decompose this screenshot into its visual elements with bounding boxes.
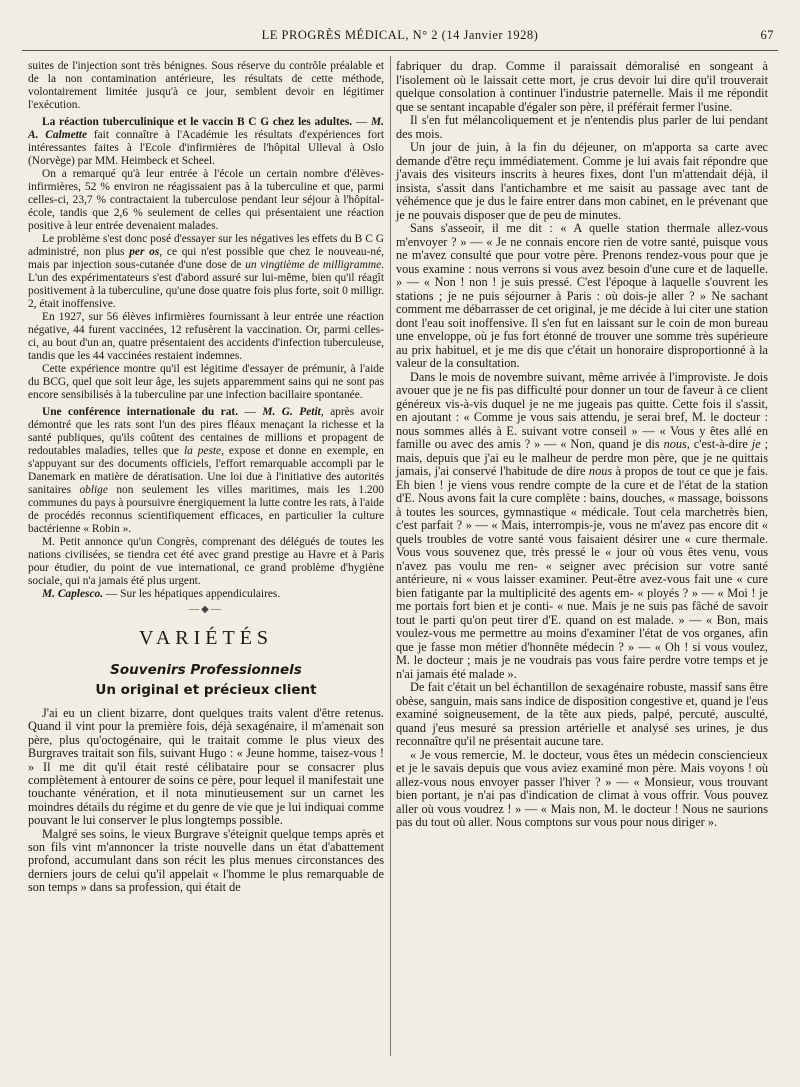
section-title: VARIÉTÉS [138,627,274,649]
text-run: , ce qui n'est possible que chez le nouveau-né, mais par injection sous-cutanée d'une dose de [28,246,384,271]
paragraph: En 1927, sur 56 élèves infirmières fournissant à leur entrée une réaction négative, 44 furent vaccinées, 12 refusèrent la vaccination. Or, parmi celles-ci, au bout d'un an, quatre présentaient des accidents d'infection tuberculeuse, tandis que les 44 vaccinées restaient indemnes. [28,311,384,362]
text-run: à propos de tout ce que je fais. Eh bien ! je viens vous rendre compte de la cure et de l'état de la station d'E. Nous avons fait la cure complète : bains, douches, « massage, boissons à toutes les sources, gymnastique « médicale. Tout cela marchetrès bien, c'est parfait ? » — « Mais, interrompis-je, vous ne m'avez pas encore dit « quels troubles de votre santé vous faisaient désirer une « cure thermale. Vous vous souvenez que, très pressé le « jour où vous êtes venu, vous n'avez pas voulu me ren- « seigner avec précision sur votre santé antérieure, ni « vous laisser examiner. Peut-être avez-vous fait une « cure bien fatigante par la multiplicité des agents em- « ployés ? » — « Moi ! je me portais fort bien et je conti- « nue. Mais je ne suis pas fâché de savoir tout le parti qu'on peut tirer d'E. quand on est malade. » — « Bon, mais voulez-vous me permettre au moins d'examiner l'état de vos organes, afin que je fasse mon métier d'honnête médecin ? » — « Oh ! si vous voulez, M. le docteur ; mais je ne voudrais pas vous faire perdre votre temps et je n'ai jamais été malade ». [396,464,768,681]
dash: — [352,116,372,128]
right-column [396,60,768,830]
text-run: non seulement les villes maritimes, mais les 1.200 communes du pays à poursuivre énergiquement la lutte contre les rats, à l'aide de procédés reconnus scientifiquement efficaces, en particulier la culture bactérienne « Robin ». [28,484,384,535]
running-header [24,28,776,46]
author-name: M. G. Petit [262,406,321,418]
story-paragraph: fabriquer du drap. Comme il paraissait démoralisé en songeant à l'isolement où le laissait cette mort, je crus devoir lui dire qu'il trouverait quelque consolation à continuer l'industrie paternelle. Mais il me répondit que se sentant incapable d'égaler son père, il préférait fermer l'usine. [396,59,768,114]
paragraph: suites de l'injection sont très bénignes. Sous réserve du contrôle préalable et de la non contamination antérieure, les résultats de cette méthode, volontairement limitée jusqu'à ce jour, semblent devoir en légitimer l'exécution. [28,60,384,111]
news-heading: La réaction tuberculinique et le vaccin B C G chez les adultes. [42,116,353,128]
paragraph-text: fait connaître à l'Académie les résultats d'expériences fort intéressantes faites à l'Ecole d'infirmières de l'hôpital Ulleval à Oslo (Norvège) par MM. Heimbeck et Scheel. [28,129,384,167]
paragraph-rat-conference [28,406,384,536]
paragraph [28,233,384,311]
emphasis: oblige [79,484,108,496]
emphasis: nous [588,464,613,478]
paragraph-bcg-adults [28,116,384,168]
paragraph: On a remarqué qu'à leur entrée à l'école un certain nombre d'élèves-infirmières, 52 % environ ne réagissaient pas à la tuberculine et que, parmi celles-ci, 23,7 % contractaient la tuberculose pendant leur séjour à l'hôpital-école, tandis que 2,6 % seulement de celles qui présentaient une réaction positive à leur entrée devenaient malades. [28,168,384,232]
emphasis: je [751,437,761,451]
page-number: 67 [760,28,774,42]
journal-title: LE PROGRÈS MÉDICAL, N° 2 (14 Janvier 1928) [261,28,539,42]
text-run: Dans le mois de novembre suivant, même arrivée à l'improviste. Je dois avouer que je ne fis pas difficulté pour donner un tour de faveur à ce client généreux vis-à-vis duquel je ne me jugeais pas quitte. Cette fois il s'assit, en ajoutant : « Comme je vous sais attendu, je serai bref, M. le docteur : nous sommes allés à E. suivant votre conseil » — « Vous y êtes allé en famille ou avec des amis ? » — « Non, quand je dis [396,369,768,451]
text-run: — Sur les hépatiques appendiculaires. [103,588,281,600]
series-title: Souvenirs Professionnels [110,662,302,678]
left-column [28,60,384,895]
text-run: , c'est-à-dire [686,437,752,451]
author-name: M. A. Calmette [28,116,384,141]
ornament-separator: —◆— [189,604,223,615]
story-title: Un original et précieux client [95,682,317,698]
emphasis: per os [129,246,160,258]
story-paragraph-november [396,371,768,682]
column-rule [390,56,391,1056]
emphasis: la peste [183,445,222,457]
author-name: M. Caplesco. [42,588,104,600]
text-run: . L'un des expérimentateurs s'est d'abord assuré sur lui-même, bien qu'il réagît positivement à la tuberculine, qu'une dose quatre fois plus forte, soit 0 milligr. 2, était inoffensive. [28,259,384,310]
text-run: Le problème s'est donc posé d'essayer sur les négatives les effets du B C G administré, non plus [28,233,384,258]
emphasis: nous [663,437,687,451]
story-paragraph: J'ai eu un client bizarre, dont quelques traits valent d'être retenus. Quand il vint pour la première fois, déjà sexagénaire, il m'amenait son père, plus qu'octogénaire, qui le traitait comme le plus vieux des Burgraves traitait son fils, suivant Hugo : « Jeune homme, taisez-vous ! » Il me dit qu'il était resté célibataire pour se consacrer plus complètement à entourer de soins ce père, pour lequel il manifestait une touchante vénération, et il nota minutieusement sur un carnet les moindres détails du régime et du genre de vie que je lui indiquai comme pouvant le lui conserver le plus longtemps possible. [28,706,384,828]
dash: — [238,406,263,418]
text-run: ; mais, depuis que j'ai eu le malheur de perdre mon père, que je ne quittais jamais, j'ai conservé l'habitude de dire [396,437,768,478]
story-paragraph: Il s'en fut mélancoliquement et je n'entendis plus parler de lui pendant des mois. [396,113,768,141]
story-paragraph: Sans s'asseoir, il me dit : « A quelle station thermale allez-vous m'envoyer ? » — « Je ne connais encore rien de votre santé, puisque vous ne m'avez consulté que pour votre père. Prenons rendez-vous pour que je vous examine : nous verrons si vous avez besoin d'une cure et de laquelle. » — « Non ! non ! je suis pressé. C'est l'époque à laquelle s'ouvrent les stations ; je ne puis séjourner à Paris : où dois-je aller ? » Ne sachant comment me débarrasser de cet original, je me décide à lui citer une station dont l'eau soit inoffensive. Il s'en fut en laissant sur le coin de mon bureau une enveloppe, où je fus fort étonné de trouver une somme très supérieure au prix habituel, et je me dis que c'était un honoraire disproportionné à la valeur de la consultation. [396,221,768,370]
story-paragraph: Un jour de juin, à la fin du déjeuner, on m'apporta sa carte avec demande d'être reçu immédiatement. Comme je lui avais fait répondre que j'avais des visiteurs inscrits à heures fixes, dont l'un m'attendait déjà, il insista, s'assit dans l'antichambre et me saisit au passage avec tant de véhémence que je dus le faire entrer dans mon cabinet, en le prévenant que je ne pouvais disposer que de peu de minutes. [396,140,768,222]
emphasis: un vingtième de milligramme [245,259,382,271]
paragraph: Cette expérience montre qu'il est légitime d'essayer de prémunir, à l'aide du BCG, quel que soit leur âge, les sujets apparemment sains qui ne sont pas encore sensibilisés à la tuberculine par une infection bacillaire spontanée. [28,363,384,401]
text-run: , expose et donne en exemple, en s'appuyant sur des documents officiels, l'effort remarquable accompli par le Danemark en matière de dératisation. Une loi due à l'initiative des autorités sanitaires [28,445,384,496]
story-paragraph: De fait c'était un bel échantillon de sexagénaire robuste, massif sans être obèse, sanguin, mais sans indice de disposition congestive et, quand je l'eus examiné soigneusement, de la tête aux pieds, palpé, percuté, ausculté, quand j'eus mesuré sa pression artérielle et analysé ses urines, je dus reconnaître qu'il ne présentait aucune tare. [396,680,768,748]
header-rule [22,50,778,51]
paragraph: M. Petit annonce qu'un Congrès, comprenant des délégués de toutes les nations civilisées, se tiendra cet été avec grand prestige au Havre et à Paris pour étudier, du point de vue international, ce grand problème d'hygiène sociale, qui n'a jamais été plus urgent. [28,536,384,587]
news-heading: Une conférence internationale du rat. [42,406,239,418]
paragraph-caplesco [28,588,384,601]
story-paragraph: Malgré ses soins, le vieux Burgrave s'éteignit quelque temps après et son fils vint m'annoncer la triste nouvelle dans un état d'abattement profond, accumulant dans son récit les plus menues circonstances des derniers jours de celui qu'il appelait « l'homme le plus remarquable de son temps » dans sa profession, qui était de [28,826,384,895]
story-paragraph: « Je vous remercie, M. le docteur, vous êtes un médecin consciencieux et je le savais depuis que vous aviez examiné mon père. Mais voyons ! où allez-vous nous envoyer passer l'hiver ? » — « Monsieur, vous trouvant bien portant, je n'ai pas d'indication de climat à vous offrir. Vous pouvez aller où vous voudrez ! » — « Mais non, M. le docteur ! Nous ne saurions pas du tout où aller. Nous comptons sur vous pour nous diriger ». [396,747,768,829]
text-run: , après avoir démontré que les rats sont l'un des pires fléaux menaçant la richesse et la santé publiques, qu'ils coûtent des centaines de millions et propagent de redoutables maladies, telles que [28,406,384,457]
